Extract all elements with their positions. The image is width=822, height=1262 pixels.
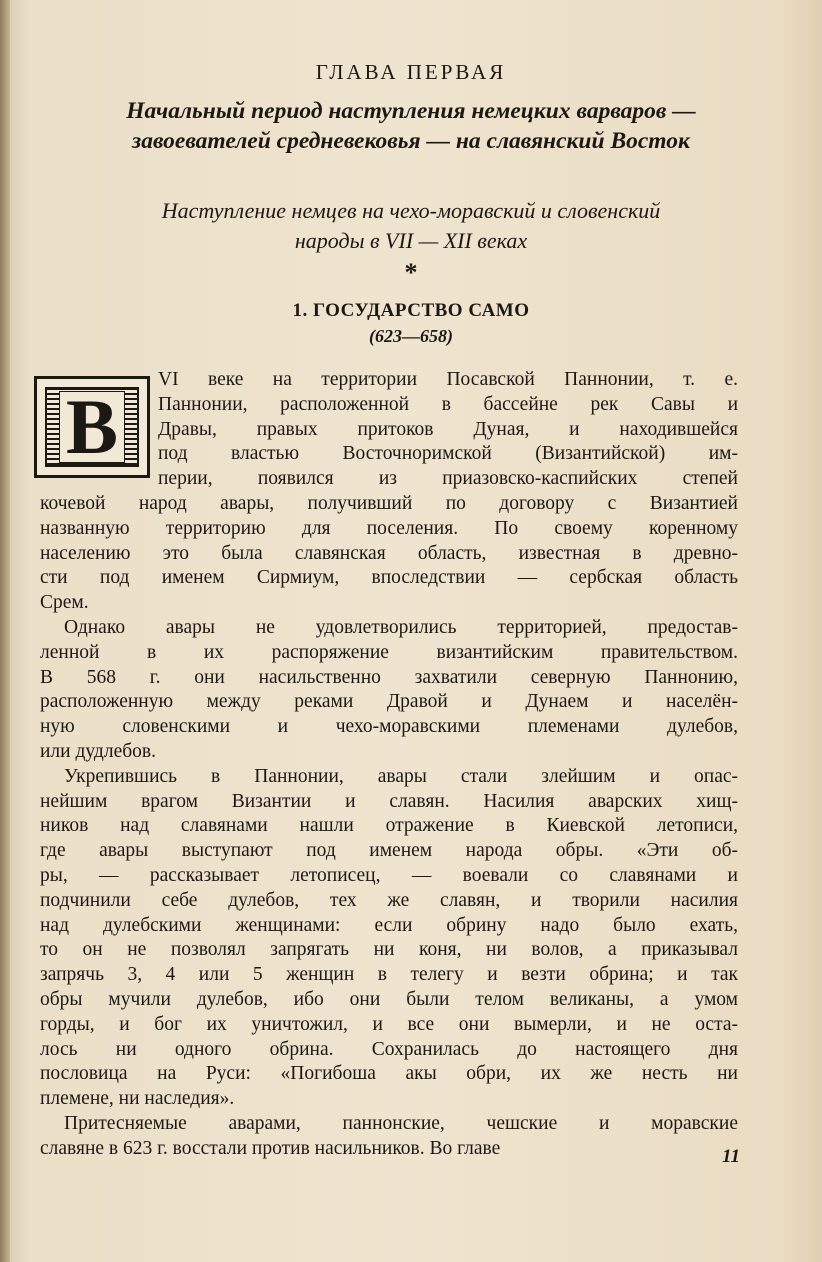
text-line: Дравы, правых притоков Дуная, и находившейся — [158, 418, 738, 440]
chapter-title-line-1: Начальный период наступления немецких варваров — — [126, 98, 696, 124]
text-line: над дулебскими женщинами: если обрину надо было ехать, — [40, 914, 738, 936]
subsection-title: 1. ГОСУДАРСТВО САМО — [292, 300, 530, 321]
text-line: Укрепившись в Паннонии, авары стали злейшим и опас- — [64, 765, 738, 787]
text-line: ры, — рассказывает летописец, — воевали со славянами и — [40, 865, 738, 886]
chapter-title — [30, 96, 792, 156]
text-line: под властью Восточноримской (Византийской) им- — [158, 443, 738, 465]
text-line: где авары выступают под именем народа обры. «Эти об- — [40, 840, 738, 862]
subsection-dates: (623—658) — [369, 326, 453, 346]
text-line: пословица на Руси: «Погибоша акы обри, их же несть ни — [40, 1063, 738, 1085]
text-line: названную территорию для поселения. По своему коренному — [40, 517, 738, 539]
section-separator-asterisk: * — [404, 258, 418, 287]
text-line: обры мучили дулебов, ибо они были телом великаны, а умом — [40, 989, 738, 1010]
text-line: лось ни одного обрина. Сохранилась до настоящего дня — [40, 1038, 738, 1060]
text-line: Паннонии, расположенной в бассейне рек Савы и — [158, 393, 738, 415]
section-title-line-1: Наступление немцев на чехо-моравский и словенский — [161, 198, 661, 223]
text-line: кочевой народ авары, получивший по договору с Византией — [40, 493, 738, 514]
text-line: ную словенскими и чехо-моравскими племенами дулебов, — [40, 716, 738, 738]
text-line: ников над славянами нашли отражение в Киевской летописи, — [40, 815, 738, 837]
text-line: то он не позволял запрягать ни коня, ни волов, а приказывал — [40, 939, 738, 961]
chapter-title-line-2: завоевателей средневековья — на славянский Восток — [132, 128, 690, 154]
chapter-label: ГЛАВА ПЕРВАЯ — [315, 60, 507, 84]
text-line: сти под именем Сирмиум, впоследствии — сербская область — [40, 567, 738, 589]
drop-cap-ornament — [34, 376, 150, 478]
text-line: расположенную между реками Дравой и Дунаем и населён- — [40, 691, 738, 713]
text-line: Срем. — [40, 592, 89, 614]
page-number: 11 — [722, 1146, 740, 1167]
text-line: или дудлебов. — [40, 741, 156, 762]
text-line: перии, появился из приазовско-каспийских степей — [158, 468, 738, 490]
drop-cap-letter: В — [59, 391, 125, 463]
text-line: ленной в их распоряжение византийским правительством. — [40, 641, 738, 663]
section-title-line-2: народы в VII — XII веках — [294, 228, 528, 253]
page-binding-edge — [0, 0, 10, 1262]
text-line: славяне в 623 г. восстали против насильников. Во главе — [40, 1137, 501, 1159]
text-line: VI веке на территории Посавской Паннонии, т. е. — [158, 369, 738, 390]
text-line: горды, и бог их уничтожил, и все они вымерли, и не оста- — [40, 1013, 738, 1035]
text-line: Однако авары не удовлетворились территорией, предостав- — [64, 617, 738, 638]
text-line: В 568 г. они насильственно захватили северную Паннонию, — [40, 666, 738, 688]
text-line: населению это была славянская область, известная в древно- — [40, 542, 738, 564]
text-line: нейшим врагом Византии и славян. Насилия аварских хищ- — [40, 790, 738, 812]
section-title — [40, 196, 782, 256]
text-line: подчинили себе дулебов, тех же славян, и творили насилия — [40, 889, 738, 911]
text-line: Притесняемые аварами, паннонские, чешские и моравские — [64, 1113, 738, 1134]
text-line: племене, ни наследия». — [40, 1088, 235, 1110]
text-line: запрячь 3, 4 или 5 женщин в телегу и везти обрина; и так — [40, 964, 738, 986]
